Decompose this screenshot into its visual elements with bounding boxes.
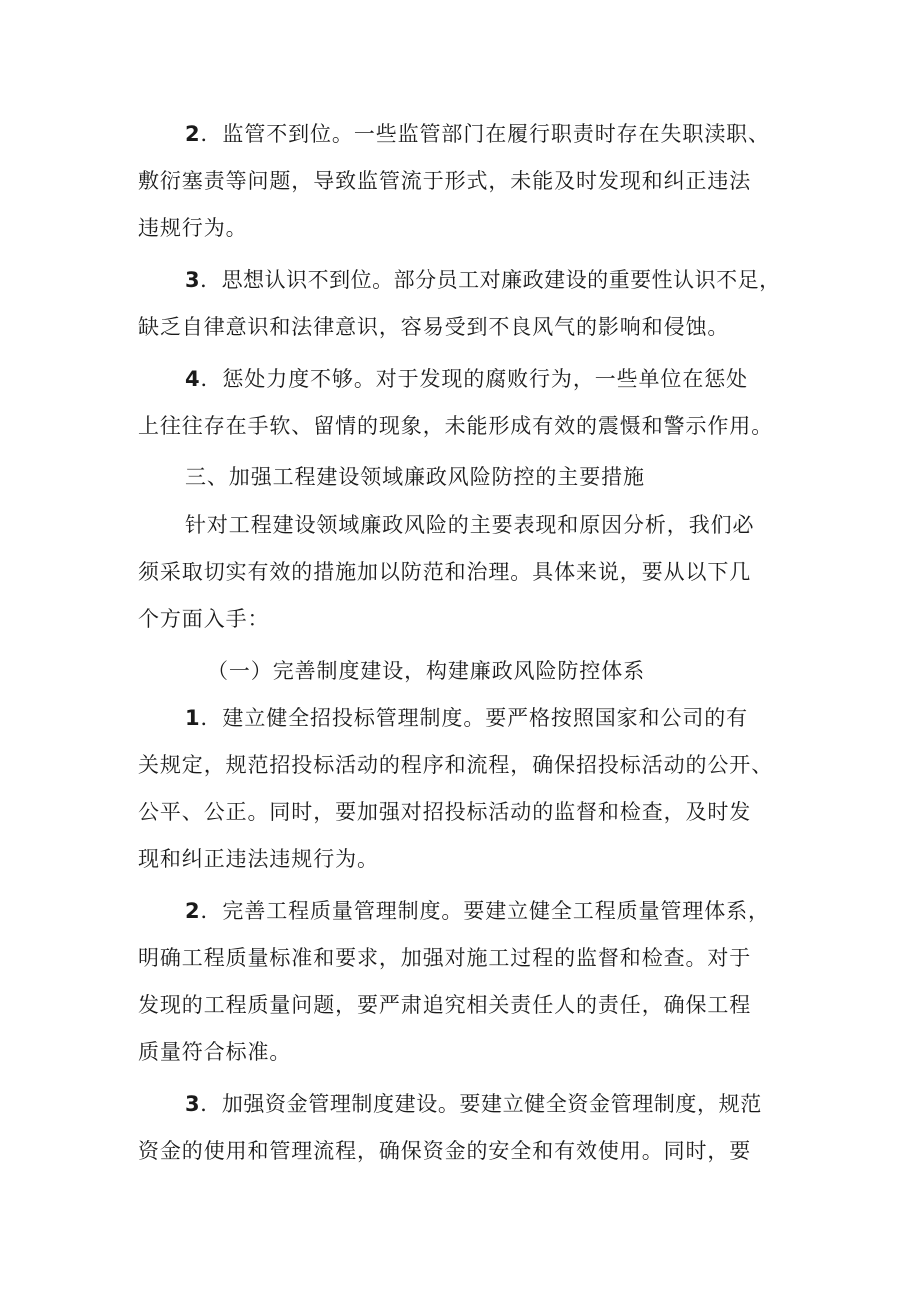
paragraph-line: 违规行为。 bbox=[138, 216, 248, 240]
line-text: ．监管不到位。一些监管部门在履行职责时存在失职渎职、 bbox=[200, 122, 770, 146]
paragraph-line: 针对工程建设领域廉政风险的主要表现和原因分析，我们必 bbox=[185, 513, 755, 537]
paragraph-line: 现和纠正违法违规行为。 bbox=[138, 847, 379, 871]
paragraph-line bbox=[185, 706, 748, 730]
line-text: ．加强资金管理制度建设。要建立健全资金管理制度，规范 bbox=[200, 1092, 762, 1116]
paragraph-line bbox=[185, 268, 781, 292]
subsection-heading: （一）完善制度建设，构建廉政风险防控体系 bbox=[207, 659, 645, 683]
line-text: ．思想认识不到位。部分员工对廉政建设的重要性认识不足， bbox=[200, 268, 781, 292]
item-number: 2 bbox=[185, 122, 201, 146]
paragraph-line: 质量符合标准。 bbox=[138, 1040, 292, 1064]
paragraph-line: 缺乏自律意识和法律意识，容易受到不良风气的影响和侵蚀。 bbox=[138, 315, 730, 339]
paragraph-line: 明确工程质量标准和要求，加强对施工过程的监督和检查。对于 bbox=[138, 946, 752, 970]
paragraph-line: 敷衍塞责等问题，导致监管流于形式，未能及时发现和纠正违法 bbox=[138, 169, 752, 193]
line-text: ．完善工程质量管理制度。要建立健全工程质量管理体系， bbox=[200, 899, 770, 923]
paragraph-line: 须采取切实有效的措施加以防范和治理。具体来说，要从以下几 bbox=[138, 560, 752, 584]
line-text: ．建立健全招投标管理制度。要严格按照国家和公司的有 bbox=[200, 706, 749, 730]
paragraph-line: 资金的使用和管理流程，确保资金的安全和有效使用。同时，要 bbox=[138, 1139, 752, 1163]
paragraph-line bbox=[185, 899, 770, 923]
paragraph-line: 个方面入手： bbox=[138, 607, 270, 631]
paragraph-line bbox=[185, 367, 748, 391]
paragraph-line: 上往往存在手软、留情的现象，未能形成有效的震慑和警示作用。 bbox=[138, 414, 774, 438]
paragraph-line: 公平、公正。同时，要加强对招投标活动的监督和检查，及时发 bbox=[138, 800, 752, 824]
item-number: 4 bbox=[185, 367, 201, 391]
paragraph-line: 发现的工程质量问题，要严肃追究相关责任人的责任，确保工程 bbox=[138, 993, 752, 1017]
item-number: 2 bbox=[185, 899, 201, 923]
item-number: 3 bbox=[185, 268, 201, 292]
paragraph-line bbox=[185, 122, 770, 146]
item-number: 1 bbox=[185, 706, 201, 730]
item-number: 3 bbox=[185, 1092, 201, 1116]
paragraph-line bbox=[185, 1092, 762, 1116]
section-heading: 三、加强工程建设领域廉政风险防控的主要措施 bbox=[185, 465, 645, 489]
line-text: ．惩处力度不够。对于发现的腐败行为，一些单位在惩处 bbox=[200, 367, 749, 391]
paragraph-line: 关规定，规范招投标活动的程序和流程，确保招投标活动的公开、 bbox=[138, 753, 774, 777]
